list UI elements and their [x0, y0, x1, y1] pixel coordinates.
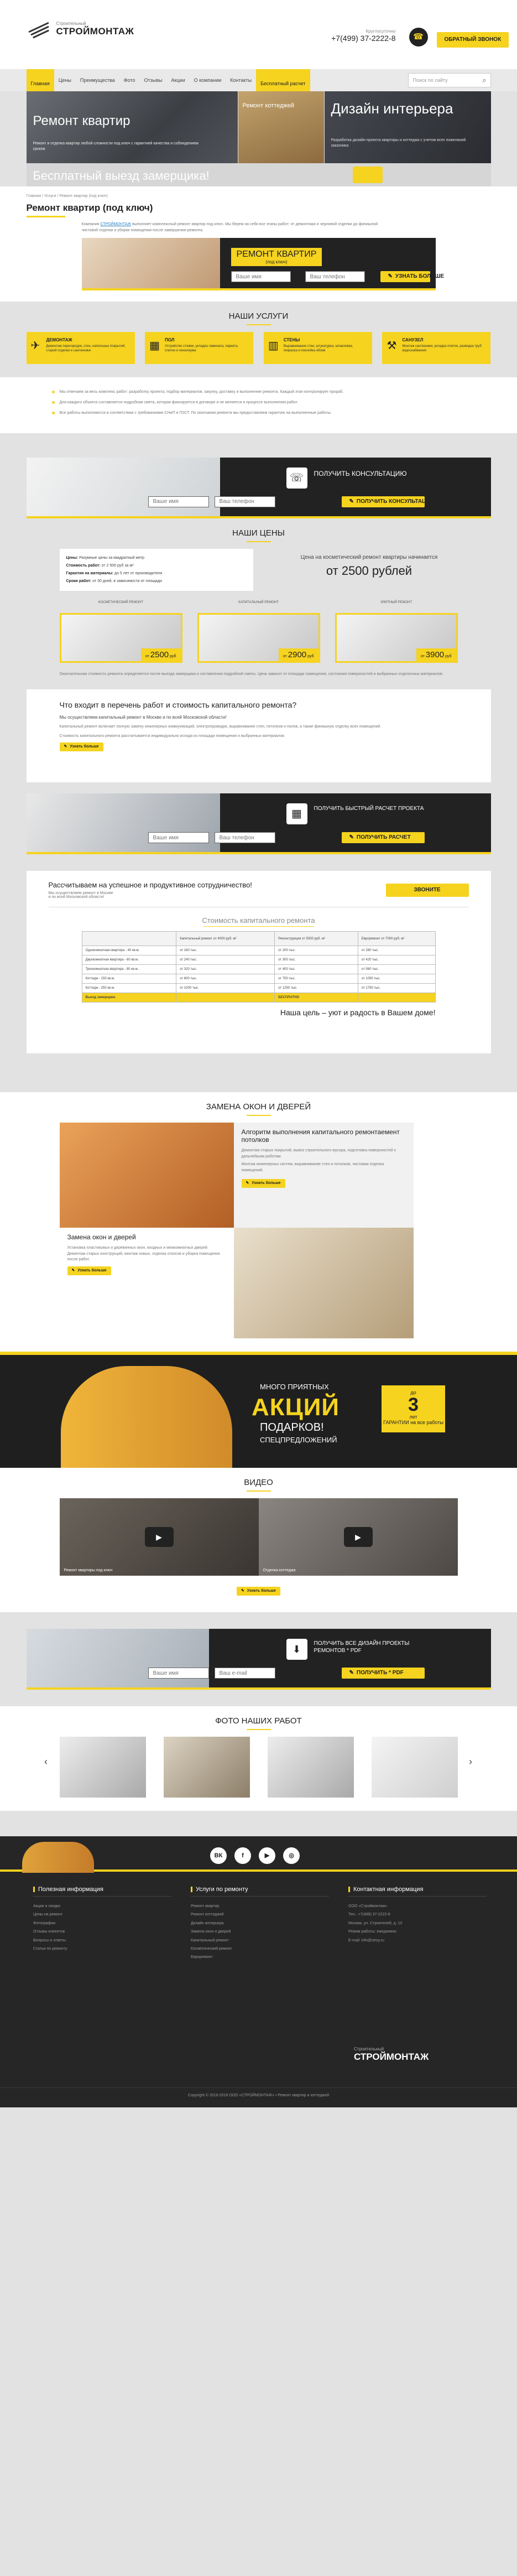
footer-col-info	[33, 1886, 171, 1962]
video-section	[0, 1468, 517, 1612]
windows-more-button[interactable]: ✎ Узнать больше	[67, 1266, 111, 1275]
service-name: ПОЛ	[165, 337, 175, 342]
price-card-image	[197, 613, 320, 663]
footer-link[interactable]: Капитальный ремонт	[191, 1938, 229, 1943]
callback-button[interactable]: ОБРАТНЫЙ ЗВОНОК	[437, 32, 509, 48]
prices-note: Окончательная стоимость ремонта определяется после выезда замерщика и составления подробной сметы. Цена зависит от площади помещения, состояния поверхностей и выбранных отделочных материалов.	[59, 672, 443, 676]
consult-name-input[interactable]	[148, 496, 209, 507]
service-name: САНУЗЕЛ	[402, 337, 424, 342]
tape-measure-icon	[353, 167, 383, 183]
consult-title: ПОЛУЧИТЬ КОНСУЛЬТАЦИЮ	[314, 469, 407, 477]
cooperation-card	[27, 871, 491, 1053]
table-row: Коттедж - 150 кв.м. от 600 тыс. от 750 тыс. от 1050 тыс.	[82, 974, 435, 984]
logo[interactable]	[27, 21, 134, 37]
phone-block	[285, 29, 396, 43]
footer-link[interactable]: Косметический ремонт	[191, 1946, 232, 1951]
gallery-next-icon[interactable]: ›	[469, 1756, 472, 1768]
action-line-1: МНОГО ПРИЯТНЫХ	[260, 1383, 329, 1391]
price-card-label: КОСМЕТИЧЕСКИЙ РЕМОНТ	[98, 600, 144, 604]
algorithm-more-button[interactable]: ✎ Узнать больше	[242, 1179, 285, 1188]
price-card-label: ЭЛИТНЫЙ РЕМОНТ	[380, 600, 412, 604]
description-paragraph: Все работы выполняются в соответствии с требованиями СНиП и ГОСТ. По окончании ремонта мы предоставляем гарантию на выполненные работы.	[60, 411, 447, 417]
banner-desc: Ремонт и отделка квартир любой сложности под ключ с гарантией качества и соблюдением сроков	[33, 142, 199, 151]
download-name-input[interactable]	[148, 1668, 209, 1679]
footer-col-contacts	[348, 1886, 487, 1962]
price-tag: от 2500 руб	[141, 648, 181, 661]
description-block	[0, 377, 517, 433]
promo-name-input[interactable]	[231, 271, 291, 282]
breadcrumb[interactable]: Главная / Услуги / Ремонт квартир (под ключ)	[26, 194, 108, 198]
algorithm-title: Алгоритм выполнения капитального ремонтаемент потолков	[241, 1128, 400, 1144]
social-links	[210, 1847, 300, 1864]
main-nav	[27, 69, 491, 91]
play-icon[interactable]: ▶	[145, 1527, 174, 1547]
price-tag: от 3900 руб	[416, 648, 456, 661]
price-card-cosmetic[interactable]	[60, 601, 182, 663]
footer-link[interactable]: Отзывы клиентов	[33, 1930, 65, 1934]
footer-col-title: Полезная информация	[33, 1886, 171, 1897]
promo-title-text: РЕМОНТ КВАРТИР	[236, 250, 317, 259]
call-button[interactable]: ЗВОНИТЕ	[386, 884, 469, 897]
price-card-image	[60, 613, 182, 663]
interior-photo	[234, 1228, 414, 1338]
tools-icon: ⚒	[387, 340, 397, 352]
footer-contact: ООО «Строймонтаж»	[348, 1904, 388, 1909]
footer-link[interactable]: Замена окон и дверей	[191, 1930, 231, 1934]
price-card-capital[interactable]	[197, 601, 320, 663]
price-facts	[60, 549, 253, 591]
quick-calc-title: ПОЛУЧИТЬ БЫСТРЫЙ РАСЧЕТ ПРОЕКТА	[314, 806, 424, 812]
floor-icon: ▦	[149, 340, 160, 352]
table-total-row: Выезд замерщика БЕСПЛАТНО	[82, 993, 435, 1003]
nav-item-actions[interactable]: Акции	[171, 77, 185, 83]
footer-col-title: Контактная информация	[348, 1886, 487, 1897]
calc-photo	[27, 793, 220, 852]
phone-number[interactable]: +7(499) 37-2222-8	[331, 34, 396, 43]
phone-icon: ☏	[286, 468, 307, 489]
promo-action-banner[interactable]	[0, 1352, 517, 1468]
demolition-icon: ✈	[30, 340, 40, 352]
gallery-photo[interactable]	[268, 1737, 354, 1798]
promo-title	[231, 248, 322, 266]
copyright: Copyright © 2016-2018 ООО «СТРОЙМОНТАЖ» • Ремонт квартир и коттеджей	[0, 2087, 517, 2097]
logo-name: СТРОЙМОНТАЖ	[56, 26, 134, 37]
price-fact: Сроки работ: от 30 дней, в зависимости от площади	[66, 579, 162, 583]
quick-phone-input[interactable]	[215, 832, 275, 843]
footer-link[interactable]: Цены на ремонт	[33, 1913, 63, 1917]
download-photo	[27, 1629, 209, 1687]
cost-table	[82, 931, 436, 1003]
video-player[interactable]	[60, 1498, 259, 1576]
banner-repair[interactable]	[27, 91, 238, 163]
footer-link[interactable]: Дизайн интерьера	[191, 1921, 224, 1925]
video-more-button[interactable]: ✎ Узнать больше	[237, 1587, 280, 1596]
consult-photo	[27, 458, 220, 516]
nav-item-about[interactable]: О компании	[194, 77, 222, 83]
hero-banner	[27, 91, 491, 163]
promo-submit-button[interactable]: ✎ УЗНАТЬ БОЛЬШЕ	[380, 271, 430, 282]
service-floor[interactable]	[145, 332, 253, 364]
intro-pre: Компания	[81, 222, 101, 226]
download-pdf-form	[27, 1629, 491, 1690]
site-header	[0, 0, 517, 69]
nav-item-reviews[interactable]: Отзывы	[144, 77, 163, 83]
download-icon: ⬇	[286, 1639, 307, 1660]
quick-name-input[interactable]	[148, 832, 209, 843]
instagram-icon[interactable]: ◎	[283, 1847, 300, 1864]
quick-submit-button[interactable]: ✎ ПОЛУЧИТЬ РАСЧЕТ	[342, 832, 425, 843]
promo-phone-input[interactable]	[305, 271, 365, 282]
gallery-prev-icon[interactable]: ‹	[44, 1756, 48, 1768]
footer-contact[interactable]: E-mail: info@stroy.ru	[348, 1938, 384, 1943]
footer-contact[interactable]: Тел.: +7(499) 37-2222-8	[348, 1913, 390, 1917]
description-paragraph: Для каждого объекта составляется подробная смета, которая фиксируется в договоре и не меняется в процессе выполнения работ.	[60, 400, 447, 406]
prices-title: НАШИ ЦЕНЫ	[0, 518, 517, 549]
consultation-form	[27, 458, 491, 518]
walls-icon: ▥	[268, 340, 279, 352]
logo-subtitle: Строительный	[56, 21, 86, 26]
price-fact: Гарантия на материалы: до 5 лет от производителя	[66, 571, 163, 575]
service-desc: Выравнивание стен, штукатурка, шпаклевка, покраска и поклейка обоев	[283, 345, 353, 353]
footer-link[interactable]: Статьи по ремонту	[33, 1946, 67, 1951]
service-desc: Устройство стяжки, укладка ламината, паркета, плитки и линолеума	[165, 345, 238, 353]
capital-repair-faq	[27, 689, 491, 782]
video-caption: Ремонт квартиры под ключ	[64, 1569, 113, 1573]
service-walls[interactable]	[264, 332, 372, 364]
banner-cottage[interactable]	[238, 91, 324, 163]
prices-section	[0, 518, 517, 690]
consult-submit-button[interactable]: ✎ ПОЛУЧИТЬ КОНСУЛЬТАЦИЮ	[342, 496, 425, 507]
footer-logo-name: СТРОЙМОНТАЖ	[354, 2052, 429, 2063]
promo-subtitle: (под ключ)	[265, 259, 288, 264]
services-title: НАШИ УСЛУГИ	[0, 302, 517, 332]
download-email-input[interactable]	[215, 1668, 275, 1679]
faq-paragraph: Капитальный ремонт включает полную замену инженерных коммуникаций, электропроводки, выравнивание стен, потолков и полов, а также финишную отделку всех помещений.	[59, 725, 382, 729]
slogan: Наша цель – уют и радость в Вашем доме!	[280, 1008, 436, 1017]
table-row: Двухкомнатная квартира - 60 кв.м. от 240 тыс. от 300 тыс. от 420 тыс.	[82, 955, 435, 965]
action-line-2: АКЦИЙ	[252, 1394, 340, 1421]
faq-more-button[interactable]: ✎ Узнать больше	[60, 742, 103, 751]
gallery-photo[interactable]	[164, 1737, 250, 1798]
phone-label: Круглосуточно	[365, 29, 396, 34]
windows-doors-section	[0, 1092, 517, 1352]
action-line-4: СПЕЦПРЕДЛОЖЕНИЙ	[260, 1436, 337, 1445]
price-tag: от 2900 руб	[279, 648, 318, 661]
footer-link[interactable]: Акции и скидки	[33, 1904, 60, 1909]
search-input[interactable]: Поиск по сайту ⌕	[408, 73, 491, 87]
nav-item-free-calc[interactable]: Бесплатный расчет	[256, 69, 310, 91]
nav-item-photo[interactable]: Фото	[123, 77, 135, 83]
price-highlight-text: Цена на косметический ремонт квартиры начинается	[300, 554, 438, 560]
footer-link[interactable]: Ремонт квартир	[191, 1904, 220, 1909]
guarantee-badge: до 3 лет ГАРАНТИИ на все работы	[382, 1385, 445, 1432]
service-name: ДЕМОНТАЖ	[46, 337, 72, 342]
quick-calc-form	[27, 793, 491, 854]
description-paragraph: Мы отвечаем за весь комплекс работ: разработку проекта, подбор материалов, закупку, доставку и выполнение ремонта. Каждый этап контролирует прораб.	[60, 389, 447, 396]
faq-subtitle: Мы осуществляем капитальный ремонт в Москве и по всей Московской области!	[59, 715, 227, 720]
promo-photo	[82, 238, 220, 288]
page-title: Ремонт квартир (под ключ)	[27, 202, 491, 217]
footer-link[interactable]: Ремонт коттеджей	[191, 1913, 224, 1917]
gallery-photo[interactable]	[60, 1737, 146, 1798]
price-card-label: КАПИТАЛЬНЫЙ РЕМОНТ	[238, 600, 279, 604]
table-row: Однокомнатная квартира - 40 кв.м. от 160 тыс. от 200 тыс. от 280 тыс.	[82, 946, 435, 955]
footer-contact: Москва, ул. Строителей, д. 10	[348, 1921, 403, 1925]
nav-item-contacts[interactable]: Контакты	[230, 77, 252, 83]
coop-note: и по всей Московской области!	[48, 895, 105, 900]
algorithm-text: Демонтаж старых покрытий, вывоз строительного мусора, подготовка поверхностей к дальнейшим работам.	[241, 1149, 396, 1159]
banner-design-title: Дизайн интерьера	[331, 100, 453, 117]
footer-logo-subtitle: Строительный	[354, 2047, 384, 2052]
logo-icon	[27, 22, 52, 37]
gallery-title: ФОТО НАШИХ РАБОТ	[0, 1706, 517, 1737]
worker-image	[22, 1842, 94, 1873]
vk-icon[interactable]: ВК	[210, 1847, 227, 1864]
video-player[interactable]	[259, 1498, 458, 1576]
footer-link[interactable]: Евроремонт	[191, 1955, 213, 1960]
action-line-3: ПОДАРКОВ!	[260, 1421, 324, 1434]
nav-item-prices[interactable]: Цены	[58, 77, 71, 83]
service-desc: Демонтаж перегородок, стен, напольных покрытий, старой отделки и сантехники	[46, 345, 126, 353]
promo-form	[82, 238, 445, 290]
download-submit-button[interactable]: ✎ ПОЛУЧИТЬ * PDF	[342, 1668, 425, 1679]
coop-note: Мы осуществляем ремонт в Москве	[48, 891, 113, 896]
banner-design-desc: Разработка дизайн-проекта квартиры и коттеджа с учетом всех пожеланий заказчика	[331, 138, 466, 148]
footer-col-services	[191, 1886, 329, 1962]
facebook-icon[interactable]: f	[234, 1847, 251, 1864]
price-fact: Цены: Разумные цены за квадратный метр	[66, 555, 144, 560]
windows-doors-title: Замена окон и дверей	[67, 1233, 136, 1242]
banner-title: Ремонт квартир	[33, 113, 130, 128]
coop-title: Рассчитываем на успешное и продуктивное сотрудничество!	[48, 881, 252, 890]
table-header-row: Капитальный ремонт от 4000 руб. м² Реконструкция от 5000 руб. м² Евроремонт от 7000 руб. м²	[82, 932, 435, 946]
main-content	[0, 186, 517, 302]
service-desc: Монтаж сантехники, укладка плитки, разводка труб водоснабжения	[402, 345, 482, 353]
gallery-photo[interactable]	[372, 1737, 458, 1798]
intro-text	[82, 222, 391, 233]
price-fact: Стоимость работ: от 2 500 руб за м²	[66, 563, 134, 568]
calculator-icon: ▦	[286, 803, 307, 824]
price-card-image	[335, 613, 458, 663]
intro-link[interactable]: СТРОЙМОНТАЖ	[100, 222, 132, 226]
price-card-elite[interactable]	[335, 601, 458, 663]
main-nav-bar	[0, 69, 517, 91]
table-row: Трехкомнатная квартира - 80 кв.м. от 320 тыс. от 400 тыс. от 560 тыс.	[82, 965, 435, 974]
gallery-section	[0, 1706, 517, 1811]
phone-icon: ☎	[409, 28, 428, 46]
services-section	[0, 302, 517, 377]
youtube-icon[interactable]: ▶	[259, 1847, 275, 1864]
service-bathroom[interactable]	[382, 332, 490, 364]
footer-link[interactable]: Фотографии	[33, 1921, 56, 1925]
footer-contact: Режим работы: ежедневно	[348, 1930, 396, 1934]
footer-logo[interactable]	[354, 2047, 429, 2063]
nav-item-home[interactable]: Главная	[27, 69, 54, 91]
footer-link[interactable]: Вопросы и ответы	[33, 1938, 66, 1943]
algorithm-text: Монтаж инженерных систем, выравнивание стен и потолков, чистовая отделка помещений.	[241, 1162, 384, 1172]
windows-photo	[60, 1123, 234, 1228]
nav-item-advantages[interactable]: Преимущества	[80, 77, 115, 83]
price-highlight	[281, 549, 458, 591]
service-name: СТЕНЫ	[283, 337, 300, 342]
consult-phone-input[interactable]	[215, 496, 275, 507]
free-measure-strip	[27, 163, 491, 186]
table-row: Коттедж - 250 кв.м. от 1000 тыс. от 1250 тыс. от 1750 тыс.	[82, 984, 435, 993]
play-icon[interactable]: ▶	[344, 1527, 373, 1547]
faq-title: Что входит в перечень работ и стоимость капитального ремонта?	[59, 700, 297, 710]
banner-middle-label: Ремонт коттеджей	[242, 102, 294, 109]
cost-table-title: Стоимость капитального ремонта	[49, 916, 469, 927]
video-title: ВИДЕО	[0, 1468, 517, 1498]
windows-title: ЗАМЕНА ОКОН И ДВЕРЕЙ	[0, 1092, 517, 1123]
video-caption: Отделка коттеджа	[263, 1569, 296, 1573]
service-demolition[interactable]	[27, 332, 135, 364]
site-footer	[0, 1836, 517, 2107]
download-title: ПОЛУЧИТЬ ВСЕ ДИЗАЙН ПРОЕКТЫ РЕМОНТОВ * PDF	[314, 1640, 410, 1654]
footer-col-title: Услуги по ремонту	[191, 1886, 329, 1897]
price-highlight-value: от 2500 рублей	[326, 563, 412, 578]
free-measure-text: Бесплатный выезд замерщика!	[33, 169, 210, 183]
intro-post: выполняет комплексный ремонт квартир под ключ. Мы берем на себя все этапы работ: от демонтажа и черновой отделки до финишной чистовой отделки и уборки помещения после завершения ремонта.	[81, 222, 378, 232]
faq-paragraph: Стоимость капитального ремонта рассчитывается индивидуально исходя из площади помещения и выбранных материалов.	[59, 734, 285, 738]
banner-design[interactable]	[325, 91, 491, 163]
windows-doors-text: Установка пластиковых и деревянных окон, входных и межкомнатных дверей. Демонтаж старых конструкций, монтаж новых, отделка откосов и уборка помещения после работ.	[67, 1246, 220, 1262]
workers-image	[61, 1366, 232, 1468]
